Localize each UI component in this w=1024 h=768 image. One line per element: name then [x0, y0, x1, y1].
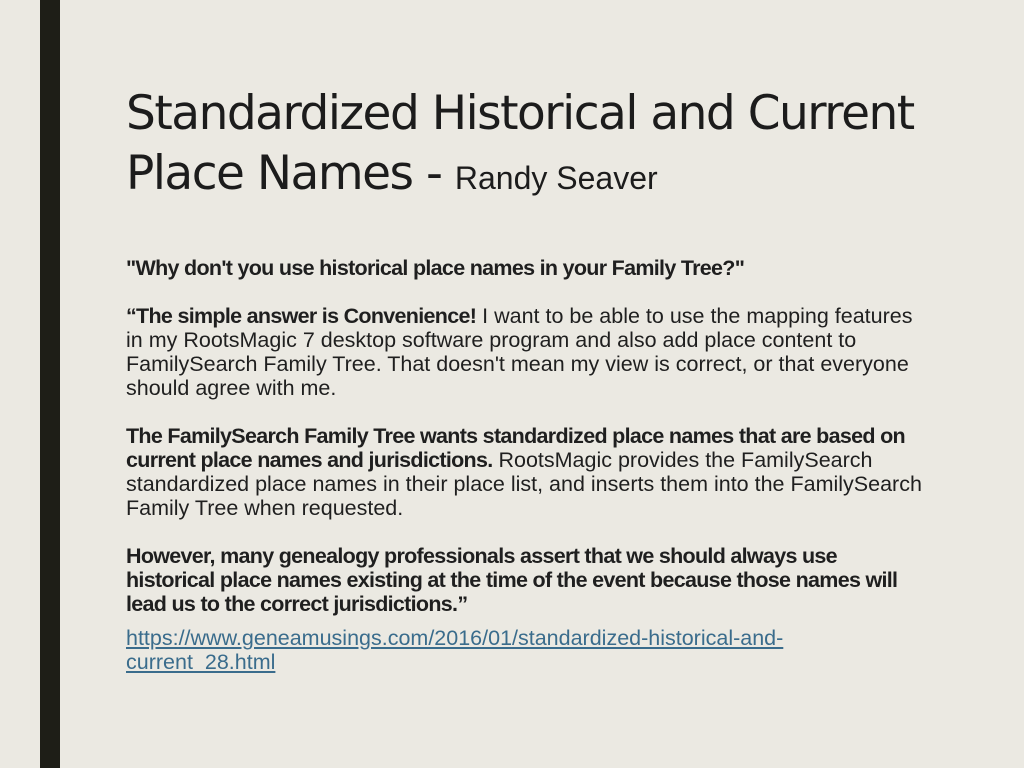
paragraph-convenience — [126, 304, 926, 400]
paragraph-familysearch-text: RootsMagic provides the FamilySearch standardized place names in their place list, and inserts them into the FamilySearch Family Tree when requested. — [126, 448, 922, 520]
paragraph-familysearch-bold: The FamilySearch Family Tree wants standardized place names that are based on current place names and jurisdictions. — [126, 424, 905, 472]
paragraph-historical — [126, 544, 926, 616]
title-main: Standardized Historical and Current Place Names - — [126, 86, 914, 201]
slide-title — [126, 84, 986, 208]
title-author: Randy Seaver — [454, 160, 658, 196]
paragraph-convenience-bold: “The simple answer is Convenience! — [126, 304, 477, 328]
paragraph-convenience-text: I want to be able to use the mapping features in my RootsMagic 7 desktop software program and also add place content to FamilySearch Family Tree. That doesn't mean my view is correct, or that everyone should agree with me. — [126, 304, 913, 400]
question-paragraph — [126, 256, 926, 280]
paragraph-familysearch — [126, 424, 926, 520]
question-text: "Why don't you use historical place names in your Family Tree?" — [126, 256, 745, 280]
accent-bar — [40, 0, 60, 768]
paragraph-historical-bold: However, many genealogy professionals assert that we should always use historical place names existing at the time of the event because those names will lead us to the correct jurisdictions.” — [126, 544, 898, 616]
slide-body — [126, 256, 926, 674]
source-link[interactable]: https://www.geneamusings.com/2016/01/standardized-historical-and-current_28.html — [126, 626, 784, 674]
